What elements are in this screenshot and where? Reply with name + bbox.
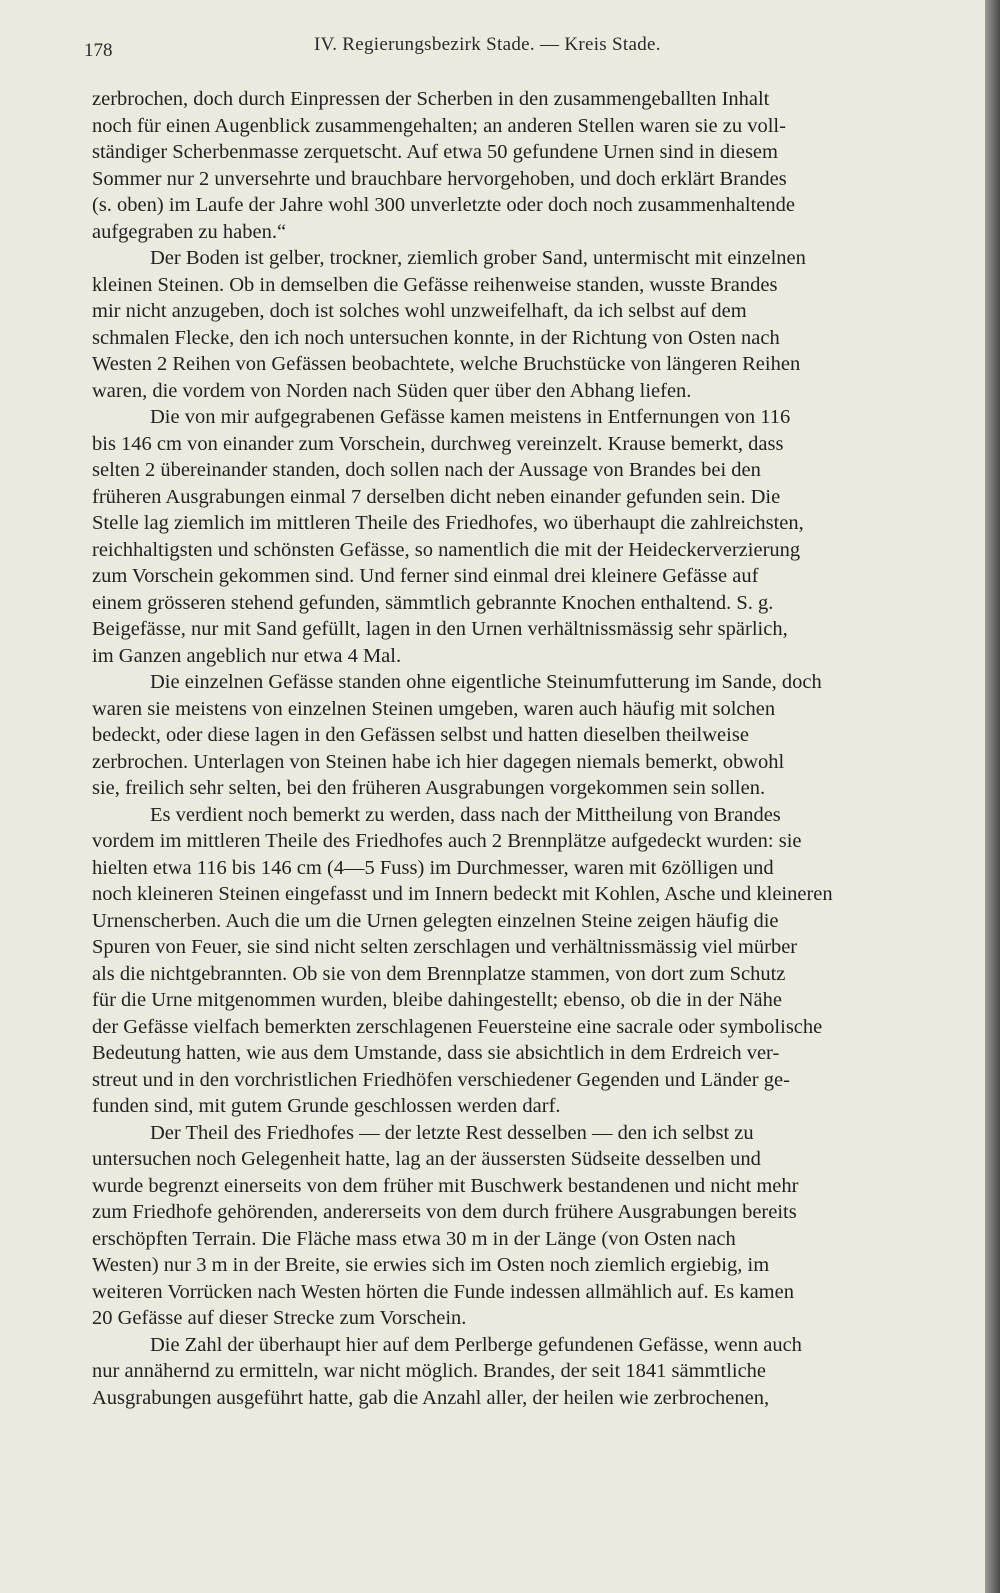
body-text [92,86,918,1411]
text-line: selten 2 übereinander standen, doch sollen nach der Aussage von Brandes bei den [92,459,761,481]
page-edge-shadow [985,0,1000,1593]
text-line: Es verdient noch bemerkt zu werden, dass nach der Mittheilung von Brandes [150,803,781,826]
text-line: Beigefässe, nur mit Sand gefüllt, lagen in den Urnen verhältnissmässig sehr spärlich, [92,618,788,640]
text-line: Stelle lag ziemlich im mittleren Theile des Friedhofes, wo überhaupt die zahlreichsten, [92,512,804,534]
text-line: schmalen Flecke, den ich noch untersuchen konnte, in der Richtung von Osten nach [92,326,780,349]
text-line: Westen 2 Reihen von Gefässen beobachtete, welche Bruchstücke von längeren Reihen [92,353,801,375]
page-number: 178 [84,40,113,61]
text-line: zum Friedhofe gehörenden, andererseits von dem durch frühere Ausgrabungen bereits [92,1201,797,1223]
text-line: wurde begrenzt einerseits von dem früher mit Buschwerk bestandenen und nicht mehr [92,1174,799,1197]
text-line: zerbrochen, doch durch Einpressen der Scherben in den zusammengeballten Inhalt [92,88,770,110]
text-line: kleinen Steinen. Ob in demselben die Gefässe reihenweise standen, wusste Brandes [92,273,778,296]
text-line: bedeckt, oder diese lagen in den Gefässen selbst und hatten dieselben theilweise [92,724,749,746]
text-line: bis 146 cm von einander zum Vorschein, durchweg vereinzelt. Krause bemerkt, dass [92,432,784,455]
text-line: noch für einen Augenblick zusammengehalten; an anderen Stellen waren sie zu voll- [92,114,786,137]
text-line: Urnenscherben. Auch die um die Urnen gelegten einzelnen Steine zeigen häufig die [92,909,779,932]
text-line: zum Vorschein gekommen sind. Und ferner sind einmal drei kleinere Gefässe auf [92,565,759,587]
text-line: Die Zahl der überhaupt hier auf dem Perlberge gefundenen Gefässe, wenn auch [150,1333,802,1356]
text-line: nur annähernd zu ermitteln, war nicht möglich. Brandes, der seit 1841 sämmtliche [92,1360,767,1382]
text-line: sie, freilich sehr selten, bei den früheren Ausgrabungen vorgekommen sein sollen. [92,777,766,799]
text-line: mir nicht anzugeben, doch ist solches wohl unzweifelhaft, da ich selbst auf dem [92,300,747,322]
text-line: Westen) nur 3 m in der Breite, sie erwies sich im Osten noch ziemlich ergiebig, im [92,1254,770,1276]
text-line: Die von mir aufgegrabenen Gefässe kamen meistens in Entfernungen von 116 [150,406,791,428]
text-line: waren, die vordem von Norden nach Süden quer über den Abhang liefen. [92,379,692,402]
text-line: Ausgrabungen ausgeführt hatte, gab die Anzahl aller, der heilen wie zerbrochenen, [92,1386,770,1409]
text-line: Die einzelnen Gefässe standen ohne eigentliche Steinumfutterung im Sande, doch [150,671,822,693]
text-line: Bedeutung hatten, wie aus dem Umstande, dass sie absichtlich in dem Erdreich ver- [92,1042,780,1064]
running-head: IV. Regierungsbezirk Stade. — Kreis Stade. [314,34,661,55]
text-line: vordem im mittleren Theile des Friedhofes auch 2 Brennplätze aufgedeckt wurden: sie [92,830,802,852]
text-line: (s. oben) im Laufe der Jahre wohl 300 unverletzte oder doch noch zusammenhaltende [92,194,796,216]
text-line: einem grösseren stehend gefunden, sämmtlich gebrannte Knochen enthaltend. S. g. [92,591,774,614]
text-line: erschöpften Terrain. Die Fläche mass etwa 30 m in der Länge (von Osten nach [92,1227,736,1250]
page-header [84,34,904,64]
text-line: aufgegraben zu haben.“ [92,220,287,243]
text-line: ständiger Scherbenmasse zerquetscht. Auf etwa 50 gefundene Urnen sind in diesem [92,141,778,163]
text-line: früheren Ausgrabungen einmal 7 derselben dicht neben einander gefunden sein. Die [92,485,781,508]
text-line: hielten etwa 116 bis 146 cm (4—5 Fuss) im Durchmesser, waren mit 6zölligen und [92,856,774,879]
text-line: im Ganzen angeblich nur etwa 4 Mal. [92,644,402,667]
text-line: waren sie meistens von einzelnen Steinen umgeben, waren auch häufig mit solchen [92,697,776,720]
text-line: funden sind, mit gutem Grunde geschlossen werden darf. [92,1095,561,1117]
text-line: streut und in den vorchristlichen Friedhöfen verschiedener Gegenden und Länder ge- [92,1068,790,1091]
text-line: Der Boden ist gelber, trockner, ziemlich grober Sand, untermischt mit einzelnen [150,247,806,269]
text-line: 20 Gefässe auf dieser Strecke zum Vorschein. [92,1307,467,1329]
text-line: Der Theil des Friedhofes — der letzte Rest desselben — den ich selbst zu [150,1121,754,1144]
text-line: für die Urne mitgenommen wurden, bleibe dahingestellt; ebenso, ob die in der Nähe [92,989,782,1011]
text-line: Spuren von Feuer, sie sind nicht selten zerschlagen und verhältnissmässig viel mürber [92,936,798,958]
text-line: reichhaltigsten und schönsten Gefässe, so namentlich die mit der Heideckerverzierung [92,538,801,561]
text-line: Sommer nur 2 unversehrte und brauchbare hervorgehoben, und doch erklärt Brandes [92,167,787,190]
text-line: noch kleineren Steinen eingefasst und im Innern bedeckt mit Kohlen, Asche und kleineren [92,883,833,905]
text-line: untersuchen noch Gelegenheit hatte, lag an der äussersten Südseite desselben und [92,1148,761,1170]
text-line: zerbrochen. Unterlagen von Steinen habe ich hier dagegen niemals bemerkt, obwohl [92,750,785,773]
text-line: weiteren Vorrücken nach Westen hörten die Funde indessen allmählich auf. Es kamen [92,1280,794,1303]
text-line: der Gefässe vielfach bemerkten zerschlagenen Feuersteine eine sacrale oder symbolische [92,1015,823,1038]
text-line: als die nichtgebrannten. Ob sie von dem Brennplatze stammen, von dort zum Schutz [92,962,786,985]
